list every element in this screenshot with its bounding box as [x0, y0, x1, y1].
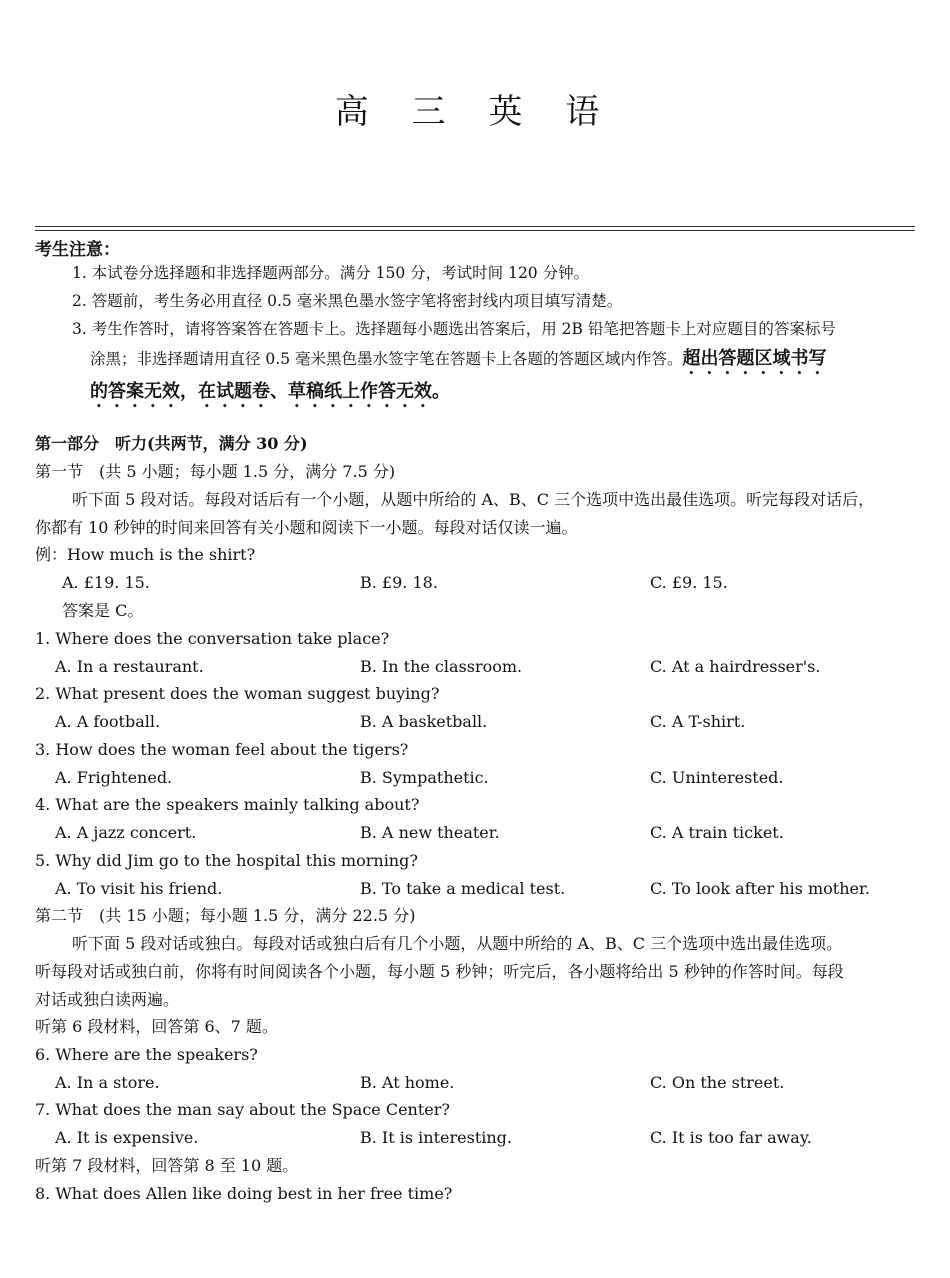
- notice-heading: 考生注意：: [35, 240, 120, 260]
- question-3-option-b: B. Sympathetic.: [360, 768, 489, 787]
- notice-item-3-line-3: 的答案无效，在试题卷、草稿纸上作答无效。: [90, 381, 450, 402]
- question-2-option-b: B. A basketball.: [360, 712, 488, 731]
- question-3-option-a: A. Frightened.: [55, 768, 173, 787]
- example-option-a: A. £19. 15.: [62, 573, 150, 592]
- question-2-option-a: A. A football.: [55, 712, 161, 731]
- question-6: 6. Where are the speakers?: [35, 1045, 258, 1064]
- question-5-option-c: C. To look after his mother.: [650, 879, 870, 898]
- material-6-instruction: 听第 6 段材料，回答第 6、7 题。: [35, 1017, 278, 1036]
- section1-intro-line-1: 听下面 5 段对话。每段对话后有一个小题，从题中所给的 A、B、C 三个选项中选出最佳选项。听完每段对话后，: [72, 490, 875, 509]
- material-7-instruction: 听第 7 段材料，回答第 8 至 10 题。: [35, 1156, 299, 1175]
- question-2-option-c: C. A T-shirt.: [650, 712, 746, 731]
- notice-item-1: 1. 本试卷分选择题和非选择题两部分。满分 150 分，考试时间 120 分钟。: [72, 264, 590, 282]
- question-2: 2. What present does the woman suggest buying?: [35, 684, 440, 703]
- question-6-option-c: C. On the street.: [650, 1073, 785, 1092]
- question-4-option-a: A. A jazz concert.: [55, 823, 197, 842]
- example-option-c: C. £9. 15.: [650, 573, 728, 592]
- question-6-option-a: A. In a store.: [55, 1073, 160, 1092]
- part1-heading: 第一部分 听力(共两节，满分 30 分): [35, 434, 308, 453]
- question-3-option-c: C. Uninterested.: [650, 768, 784, 787]
- question-7-option-c: C. It is too far away.: [650, 1128, 812, 1147]
- question-7-option-a: A. It is expensive.: [55, 1128, 199, 1147]
- question-5-option-b: B. To take a medical test.: [360, 879, 566, 898]
- question-5: 5. Why did Jim go to the hospital this morning?: [35, 851, 418, 870]
- question-1-option-b: B. In the classroom.: [360, 657, 523, 676]
- example-answer: 答案是 C。: [62, 601, 144, 620]
- question-8: 8. What does Allen like doing best in her free time?: [35, 1184, 453, 1203]
- question-3: 3. How does the woman feel about the tigers?: [35, 740, 409, 759]
- section2-intro-line-2: 听每段对话或独白前，你将有时间阅读各个小题，每小题 5 秒钟；听完后，各小题将给出 5 秒钟的作答时间。每段: [35, 962, 844, 981]
- page-title: 高 三 英 语: [334, 92, 616, 132]
- example-option-b: B. £9. 18.: [360, 573, 438, 592]
- question-1: 1. Where does the conversation take place?: [35, 629, 390, 648]
- notice-item-3-line-2: [90, 348, 827, 379]
- question-4-option-c: C. A train ticket.: [650, 823, 784, 842]
- question-6-option-b: B. At home.: [360, 1073, 455, 1092]
- notice-item-3-line-1: 3. 考生作答时，请将答案答在答题卡上。选择题每小题选出答案后，用 2B 铅笔把答题卡上对应题目的答案标号: [72, 320, 836, 338]
- notice-item-3-plain: 涂黑；非选择题请用直径 0.5 毫米黑色墨水签字笔在答题卡上各题的答题区域内作答。: [90, 350, 683, 368]
- section2-heading: 第二节 (共 15 小题；每小题 1.5 分，满分 22.5 分): [35, 906, 416, 925]
- header-rule-top: [35, 226, 915, 227]
- notice-item-3-emphasis: 超出答题区域书写: [682, 348, 827, 369]
- question-7-option-b: B. It is interesting.: [360, 1128, 513, 1147]
- example-question: 例：How much is the shirt?: [35, 545, 256, 564]
- notice-item-2: 2. 答题前，考生务必用直径 0.5 毫米黑色墨水签字笔将密封线内项目填写清楚。: [72, 292, 623, 310]
- section1-intro-line-2: 你都有 10 秒钟的时间来回答有关小题和阅读下一小题。每段对话仅读一遍。: [35, 518, 578, 537]
- question-1-option-c: C. At a hairdresser's.: [650, 657, 821, 676]
- question-4: 4. What are the speakers mainly talking about?: [35, 795, 420, 814]
- question-4-option-b: B. A new theater.: [360, 823, 500, 842]
- header-rule-bottom: [35, 230, 915, 231]
- section1-heading: 第一节 (共 5 小题；每小题 1.5 分，满分 7.5 分): [35, 462, 396, 481]
- question-7: 7. What does the man say about the Space Center?: [35, 1100, 450, 1119]
- section2-intro-line-1: 听下面 5 段对话或独白。每段对话或独白后有几个小题，从题中所给的 A、B、C 三个选项中选出最佳选项。: [72, 934, 843, 953]
- section2-intro-line-3: 对话或独白读两遍。: [35, 990, 180, 1009]
- question-5-option-a: A. To visit his friend.: [55, 879, 223, 898]
- question-1-option-a: A. In a restaurant.: [55, 657, 204, 676]
